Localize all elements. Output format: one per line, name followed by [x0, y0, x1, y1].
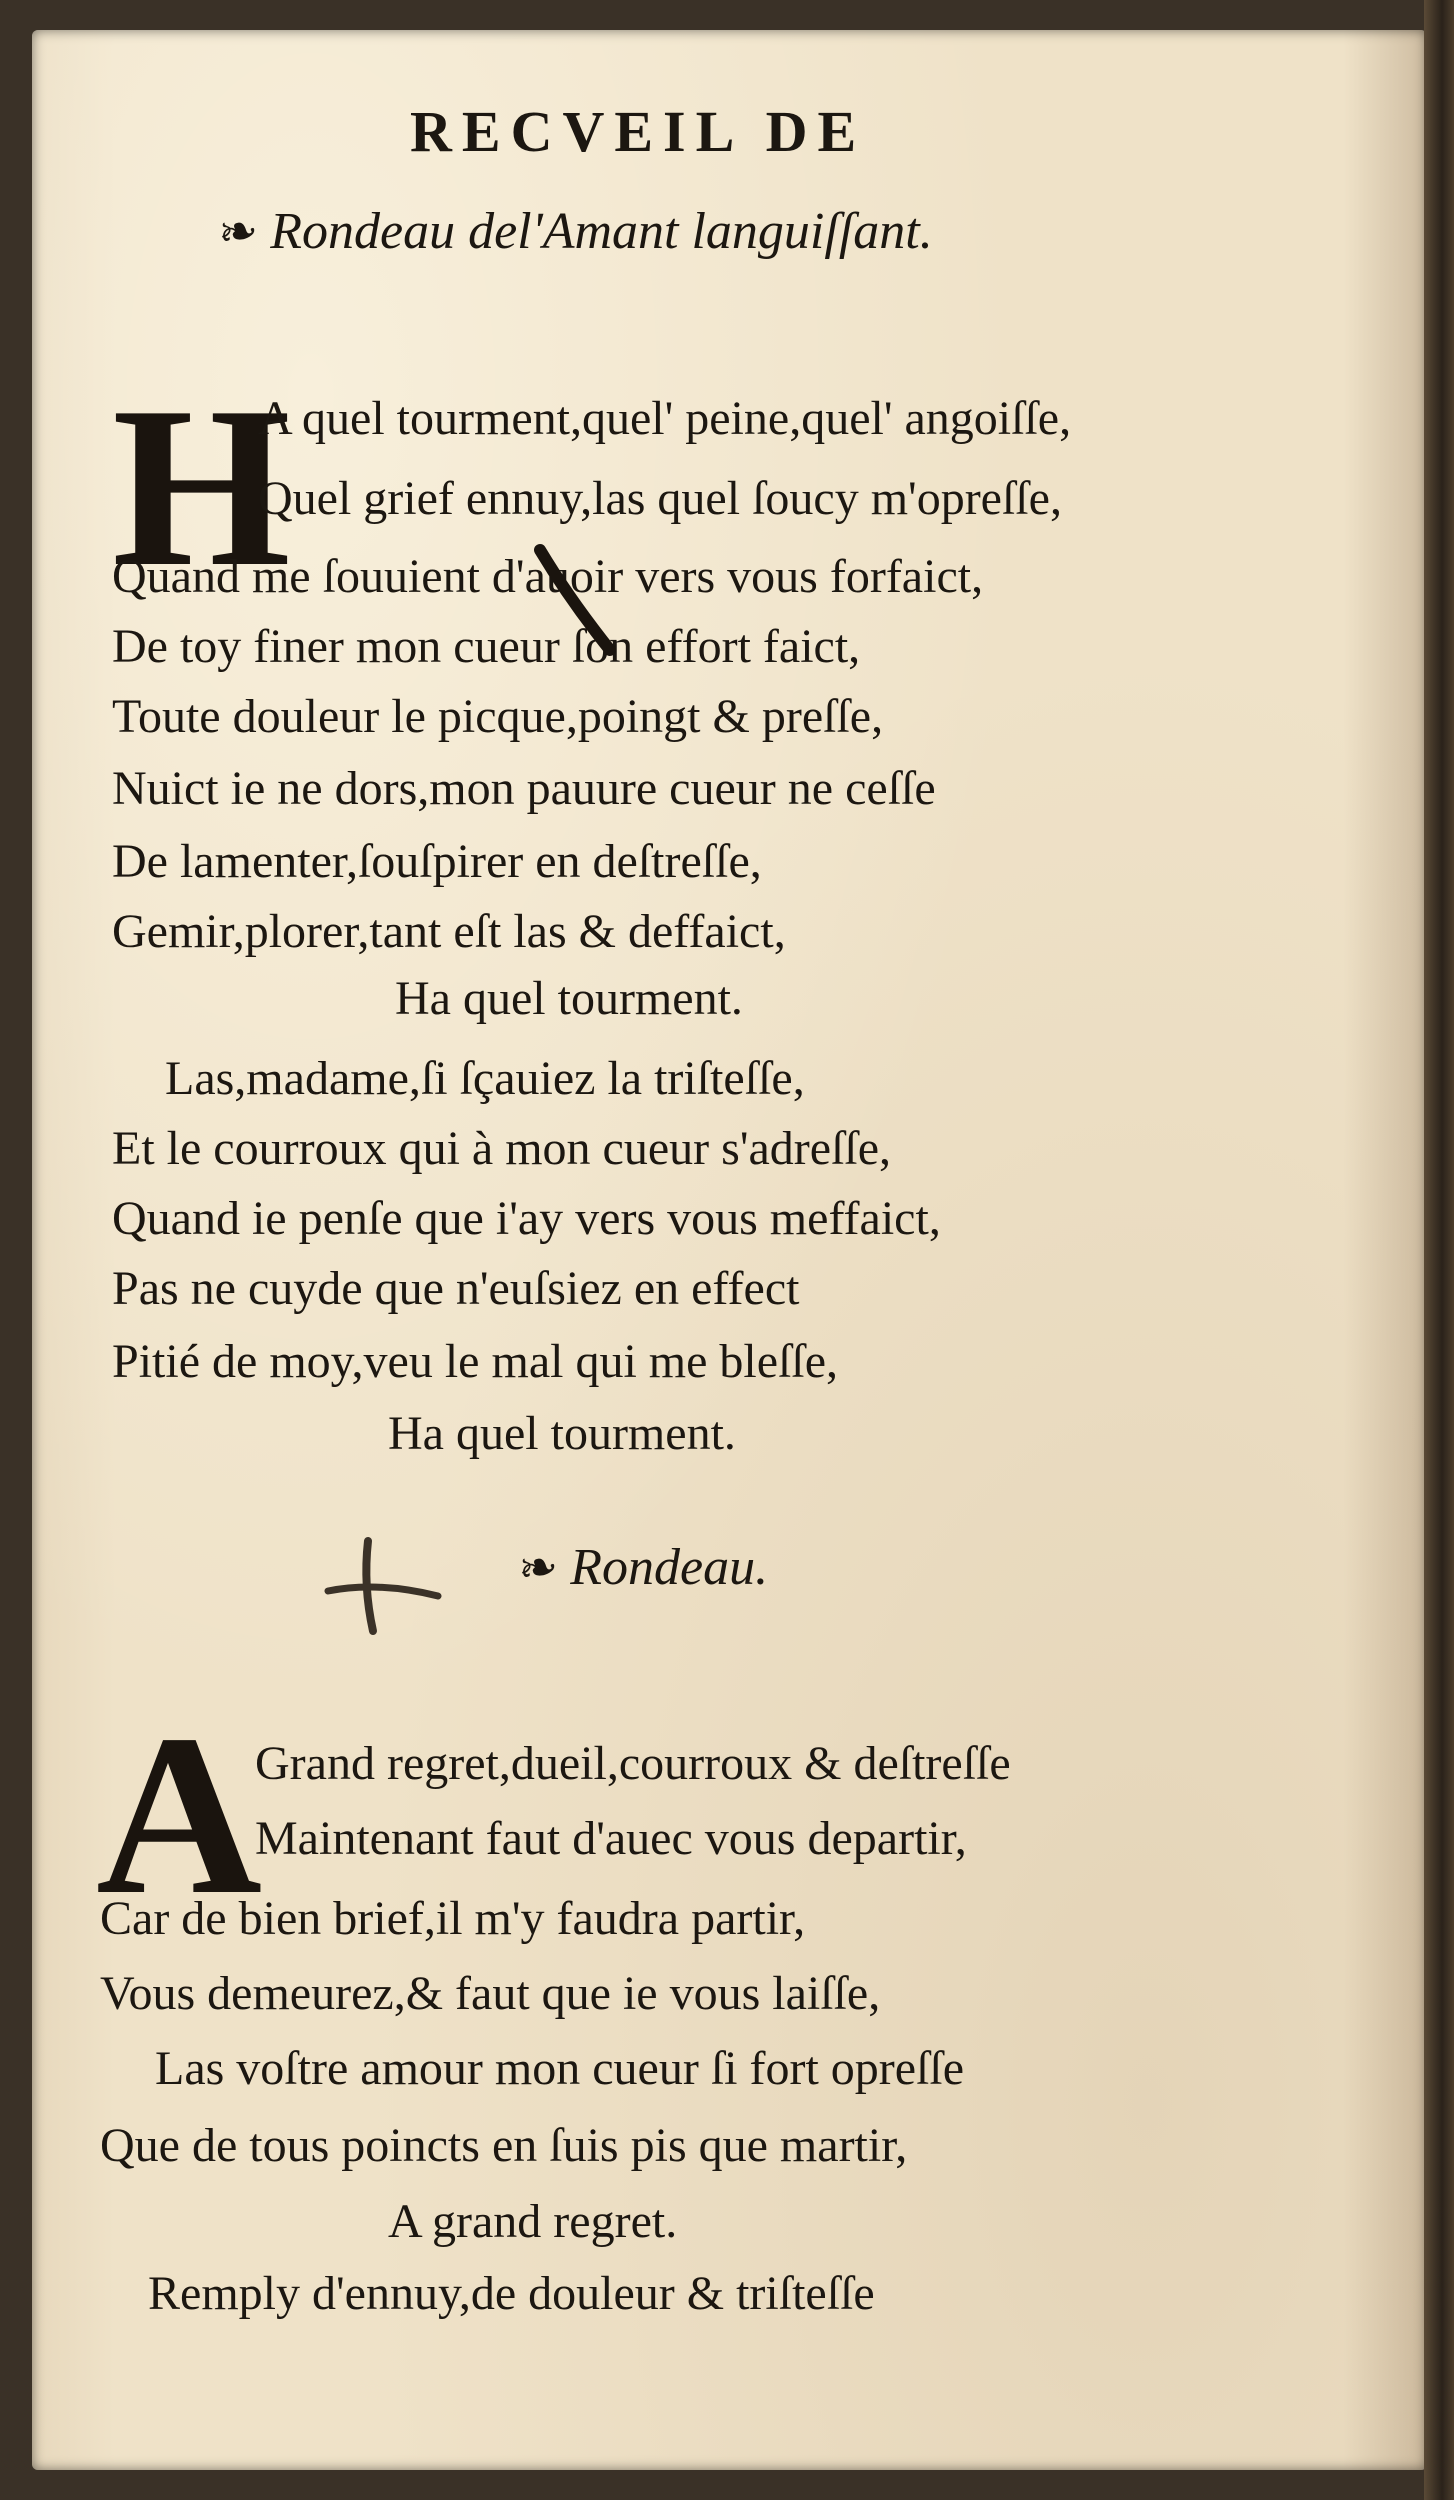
- poem2-line-3: Car de bien brief,il m'y faudra partir,: [100, 1892, 806, 1945]
- poem1-line-1: A quel tourment,quel' peine,quel' angoiſſe,: [258, 392, 1072, 445]
- poem1-line-2: Quel grief ennuy,las quel ſoucy m'opreſſe,: [258, 472, 1062, 525]
- poem2-line-1: Grand regret,dueil,courroux & deſtreſſe: [255, 1737, 1011, 1790]
- fleuron-icon: ❧: [514, 1539, 562, 1598]
- fleuron-icon: ❧: [214, 203, 262, 262]
- poem2-line-6: Que de tous poincts en ſuis pis que martir,: [100, 2119, 908, 2172]
- poem1-line-11: Et le courroux qui à mon cueur s'adreſſe,: [112, 1122, 892, 1175]
- poem1-title-row: [214, 202, 933, 262]
- page-edge: [1424, 0, 1454, 2500]
- poem1-title: Rondeau del'Amant languiſſant.: [270, 203, 933, 260]
- poem1-dropcap: H: [112, 359, 291, 614]
- poem1-line-6: Nuict ie ne dors,mon pauure cueur ne ceſſe: [112, 762, 936, 815]
- poem2-dropcap: A: [96, 1687, 263, 1942]
- poem1-line-7: De lamenter,ſouſpirer en deſtreſſe,: [112, 835, 762, 888]
- poem2-line-2: Maintenant faut d'auec vous departir,: [255, 1812, 967, 1865]
- poem1-line-4: De toy finer mon cueur ſon effort faict,: [112, 620, 861, 673]
- poem2-line-8: Remply d'ennuy,de douleur & triſteſſe: [148, 2267, 875, 2320]
- ink-cross-mark: [318, 1536, 448, 1636]
- poem1-refrain-2: Ha quel tourment.: [388, 1407, 736, 1460]
- poem2-refrain-1: A grand regret.: [388, 2195, 678, 2248]
- poem2-title-row: [514, 1538, 769, 1598]
- poem2-title: Rondeau.: [570, 1539, 769, 1596]
- poem1-refrain-1: Ha quel tourment.: [395, 972, 743, 1025]
- poem1-line-12: Quand ie penſe que i'ay vers vous meffaict,: [112, 1192, 941, 1245]
- poem1-line-10: Las,madame,ſi ſçauiez la triſteſſe,: [165, 1052, 805, 1105]
- poem1-line-13: Pas ne cuyde que n'euſsiez en effect: [112, 1262, 800, 1315]
- poem1-line-8: Gemir,plorer,tant eſt las & deffaict,: [112, 905, 786, 958]
- poem1-line-5: Toute douleur le picque,poingt & preſſe,: [112, 690, 884, 743]
- running-head: RECVEIL DE: [410, 99, 867, 164]
- poem2-line-4: Vous demeurez,& faut que ie vous laiſſe,: [100, 1967, 881, 2020]
- poem2-line-5: Las voſtre amour mon cueur ſi fort opreſſe: [155, 2042, 965, 2095]
- ink-pen-stroke: [520, 540, 640, 670]
- poem1-line-3: Quand me ſouuient d'auoir vers vous forfaict,: [112, 550, 984, 603]
- poem1-line-14: Pitié de moy,veu le mal qui me bleſſe,: [112, 1335, 839, 1388]
